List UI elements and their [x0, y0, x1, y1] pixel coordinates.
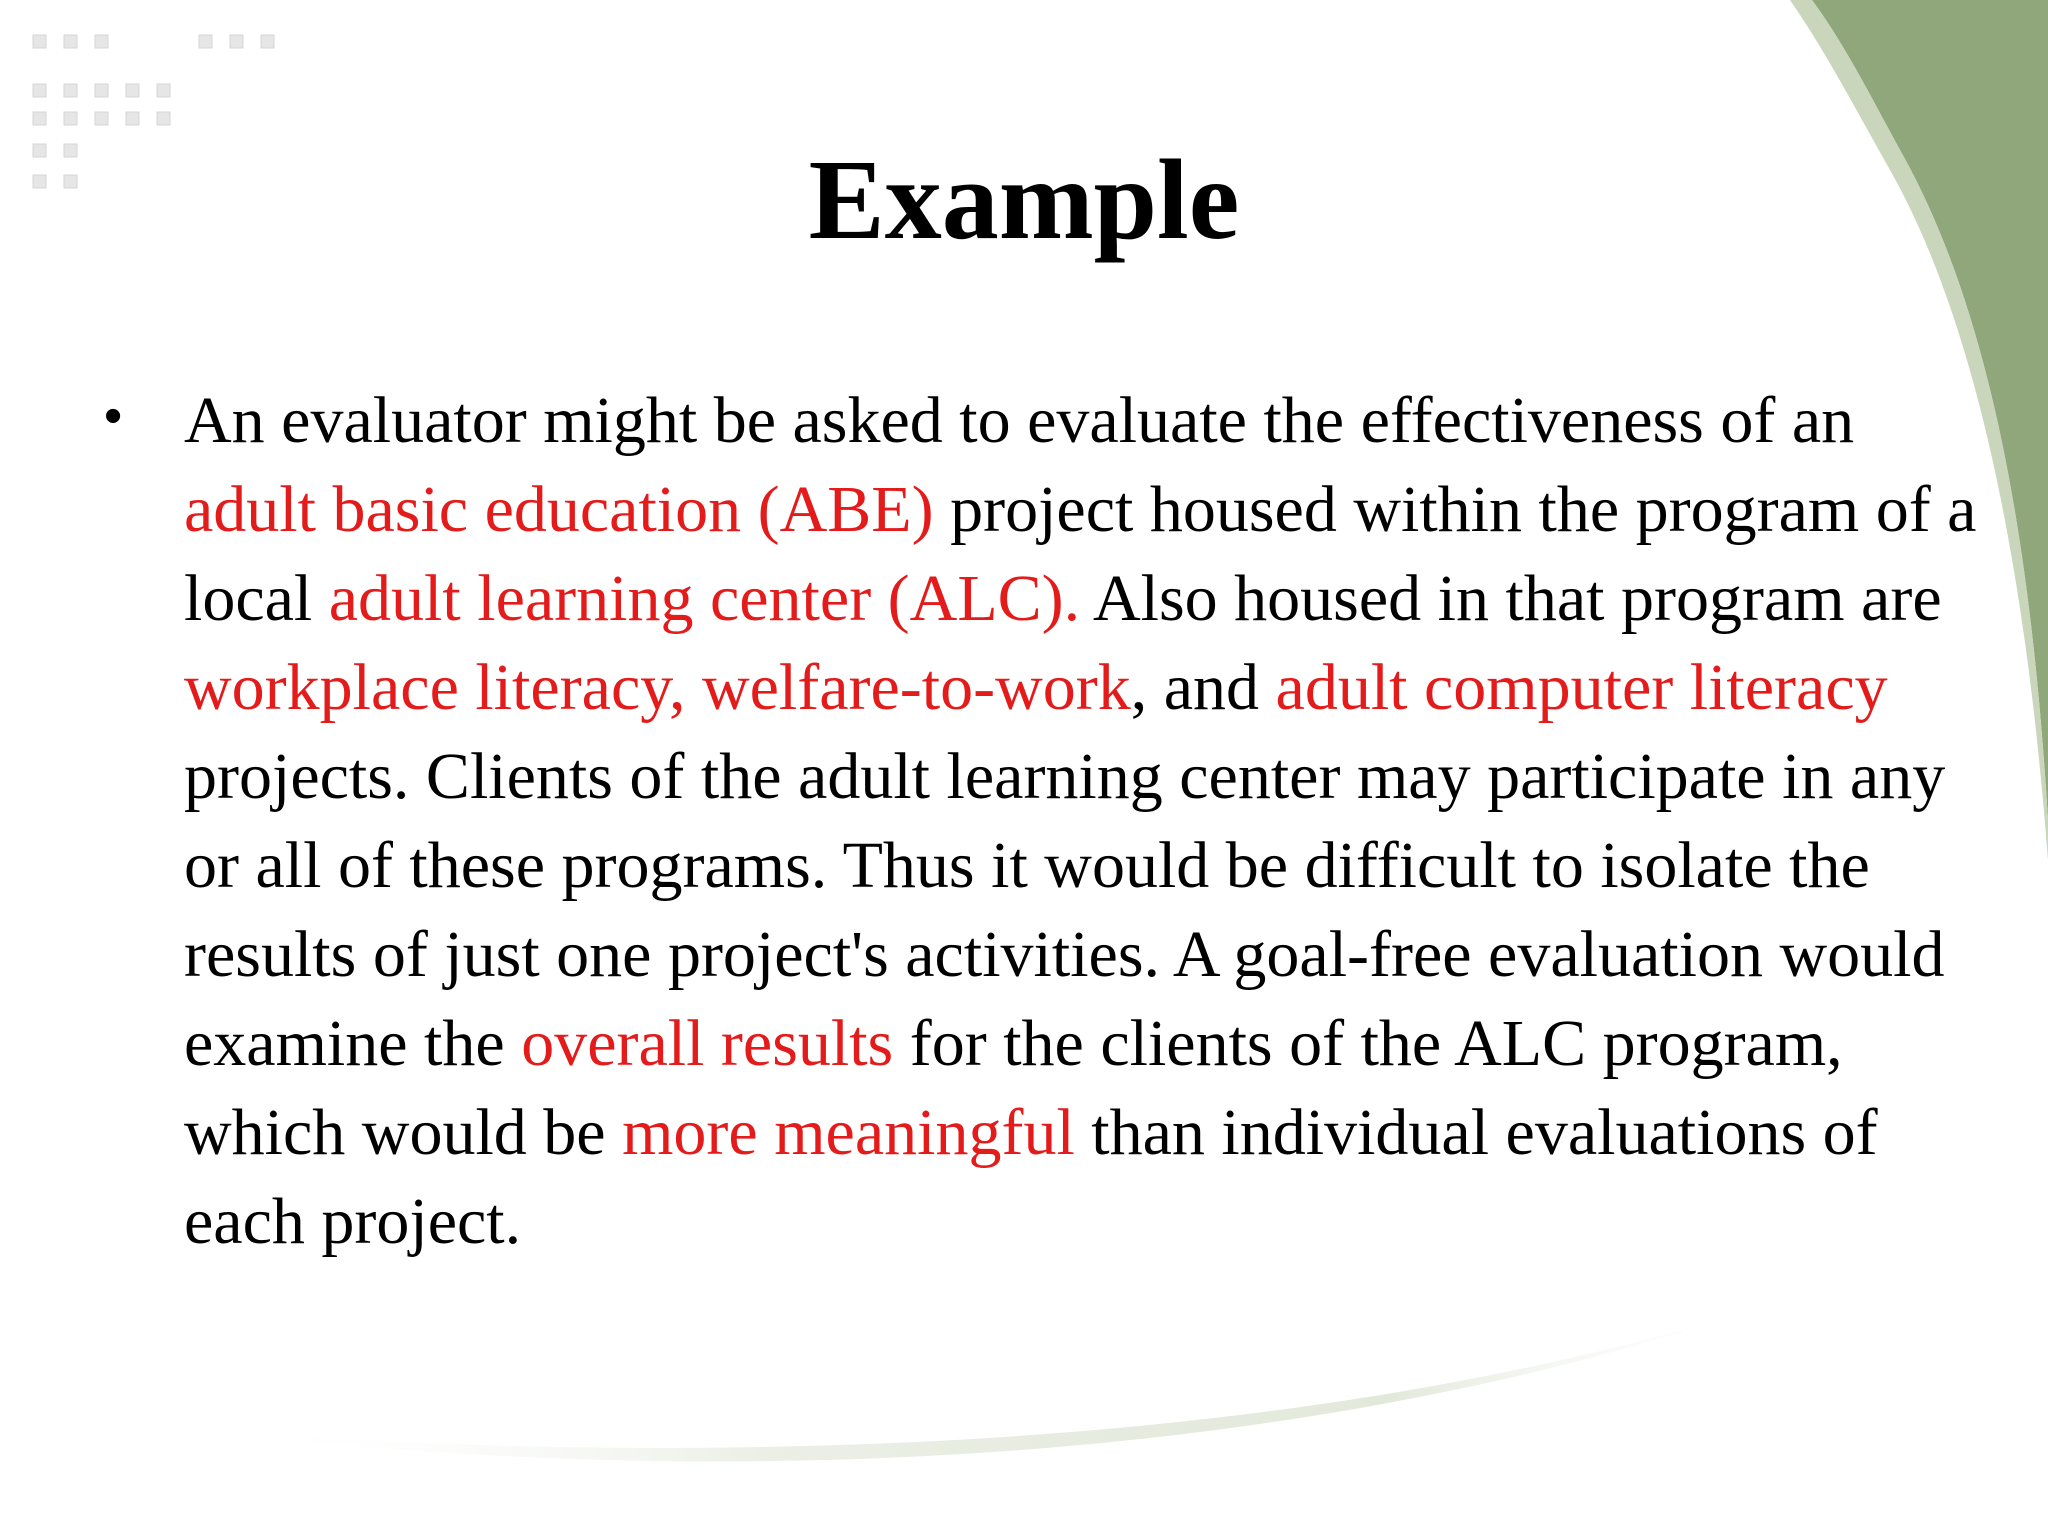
- highlighted-term: adult computer literacy: [1275, 651, 1888, 724]
- text-segment: Also housed in that program are: [1080, 562, 1942, 635]
- highlighted-term: more meaningful: [622, 1096, 1075, 1169]
- highlighted-term: adult basic education (ABE): [184, 473, 934, 546]
- paragraph-text: [184, 384, 1976, 1258]
- bullet-list: [100, 376, 1980, 1266]
- text-segment: , and: [1130, 651, 1276, 724]
- bullet-item: [100, 376, 1980, 1266]
- slide-title: Example: [808, 136, 1240, 263]
- bullet-dot-icon: •: [104, 387, 123, 445]
- text-segment: than individual evaluations of each project.: [184, 1096, 1878, 1258]
- text-segment: project housed within the program of a local: [184, 473, 1977, 635]
- highlighted-term: overall results: [521, 1007, 894, 1080]
- highlighted-term: workplace literacy, welfare-to-work: [184, 651, 1131, 724]
- text-segment: for the clients of the ALC program, which would be: [184, 1007, 1843, 1169]
- bottom-swoosh: [220, 1300, 1780, 1461]
- highlighted-term: adult learning center (ALC).: [328, 562, 1081, 635]
- text-segment: An evaluator might be asked to evaluate the effectiveness of an: [184, 384, 1855, 457]
- text-segment: projects. Clients of the adult learning center may participate in any or all of these programs. Thus it would be difficult to isolate the results of just one project's activities. A goal-free evaluation would examine the: [184, 740, 1946, 1080]
